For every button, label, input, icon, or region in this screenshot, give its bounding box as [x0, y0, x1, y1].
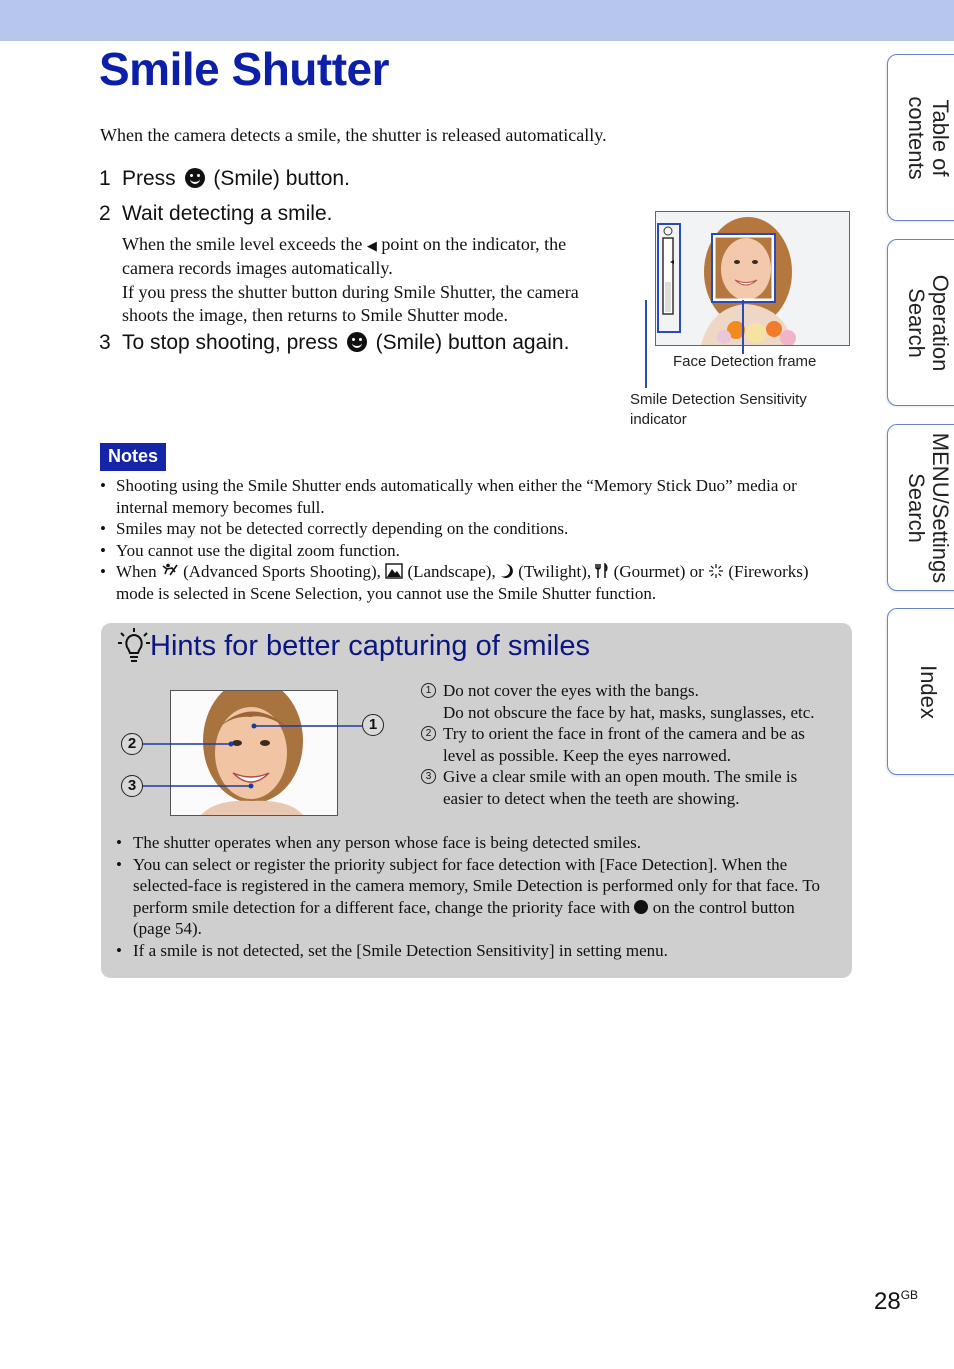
triangle-left-icon: ◀ — [366, 238, 377, 253]
tab-table-of-contents[interactable] — [887, 54, 954, 221]
hints-title: Hints for better capturing of smiles — [150, 630, 591, 662]
tab-label-line: contents — [904, 95, 929, 180]
step-text: (Smile) button. — [213, 167, 350, 190]
step-number: 1 — [99, 167, 111, 190]
page-number — [874, 1288, 918, 1316]
hint-number: 2 — [421, 726, 436, 741]
note-item: • Smiles may not be detected correctly depending on the conditions. — [100, 518, 850, 540]
note-text: (Landscape), — [407, 562, 496, 582]
fireworks-icon — [708, 563, 724, 579]
hint-number: 3 — [421, 769, 436, 784]
step-1 — [99, 167, 350, 191]
step-3 — [99, 331, 569, 355]
page-number-suffix: GB — [900, 1288, 919, 1302]
tab-label — [904, 96, 952, 179]
hint-text: Do not obscure the face by hat, masks, sunglasses, etc. — [443, 702, 815, 722]
lightbulb-icon — [117, 627, 151, 665]
step-number: 2 — [99, 202, 111, 225]
label-line: Smile Detection Sensitivity — [630, 391, 807, 408]
tab-label — [916, 665, 940, 719]
label-line: indicator — [630, 411, 687, 428]
step-number: 3 — [99, 331, 111, 354]
twilight-icon — [500, 563, 514, 579]
tab-label-line: Table of — [928, 98, 953, 177]
note-text: (Twilight), — [518, 562, 592, 582]
smile-button-icon — [347, 332, 367, 352]
bullet-text: on the control button (page 54). — [133, 897, 795, 939]
tab-menu-settings-search[interactable] — [887, 424, 954, 591]
desc-text: When the smile level exceeds the — [122, 234, 363, 254]
control-button-center-icon — [634, 900, 648, 914]
hint-text: Give a clear smile with an open mouth. The smile is easier to detect when the teeth are showing. — [443, 767, 798, 808]
tab-index[interactable] — [887, 608, 954, 775]
hint-number: 1 — [421, 683, 436, 698]
note-item: • You cannot use the digital zoom function. — [100, 540, 850, 562]
tab-label-line: Index — [916, 664, 941, 719]
hint-item-2 — [421, 723, 836, 766]
note-text: mode is selected in Scene Selection, you cannot use the Smile Shutter function. — [116, 583, 657, 603]
header-bar — [0, 0, 954, 41]
step-text: (Smile) button again. — [375, 331, 570, 354]
note-item: • Shooting using the Smile Shutter ends automatically when either the “Memory Stick Duo” media or internal memory becomes full. — [100, 475, 850, 518]
page-number-value: 28 — [874, 1288, 901, 1315]
bullet-text: You can select or register the priority subject for face detection with [Face Detection]. When the selected-face is registered in the camera memory, Smile Detection is performed only for that face. To perform smile detection for a different face, change the priority face with — [133, 854, 821, 917]
tab-label-line: Search — [904, 472, 929, 543]
marker-3: 3 — [121, 775, 143, 797]
hint-bullet: • The shutter operates when any person whose face is being detected smiles. — [116, 832, 831, 854]
step-text: Press — [122, 167, 176, 190]
tab-label-line: MENU/Settings — [928, 432, 953, 583]
hint-bullets — [116, 832, 831, 962]
note-text: (Gourmet) or — [613, 562, 704, 582]
note-text: (Advanced Sports Shooting), — [183, 562, 381, 582]
marker-2: 2 — [121, 733, 143, 755]
face-detection-frame-label: Face Detection frame — [673, 353, 817, 370]
sensitivity-indicator-label — [630, 390, 807, 430]
page-title: Smile Shutter — [99, 43, 390, 95]
desc-text: point on the indicator, the camera records images automatically. — [122, 234, 567, 279]
hint-bullet — [116, 854, 831, 940]
step-2 — [99, 202, 332, 226]
tab-operation-search[interactable] — [887, 239, 954, 406]
note-text: (Fireworks) — [728, 562, 809, 582]
tab-label-line: Search — [904, 287, 929, 358]
gourmet-icon — [595, 563, 609, 579]
advanced-sports-icon — [161, 563, 179, 579]
hint-text: Try to orient the face in front of the camera and be as level as possible. Keep the eyes narrowed. — [443, 724, 805, 765]
step-text: Wait detecting a smile. — [122, 202, 333, 225]
step-text: To stop shooting, press — [122, 331, 338, 354]
step-2-description — [122, 233, 622, 327]
hint-bullet: • If a smile is not detected, set the [Smile Detection Sensitivity] in setting menu. — [116, 940, 831, 962]
marker-1: 1 — [362, 714, 384, 736]
intro-text: When the camera detects a smile, the shutter is released automatically. — [100, 125, 607, 145]
note-item-scene — [100, 561, 850, 604]
landscape-icon — [385, 563, 403, 579]
hint-text: Do not cover the eyes with the bangs. — [443, 681, 699, 700]
desc-text: If you press the shutter button during Smile Shutter, the camera shoots the image, then returns to Smile Shutter mode. — [122, 281, 579, 325]
note-text: When — [116, 562, 157, 582]
tab-label-line: Operation — [928, 274, 953, 371]
hint-callout-lines — [118, 712, 388, 802]
smile-button-icon — [185, 168, 205, 188]
notes-list — [100, 475, 850, 605]
hint-item-3 — [421, 766, 836, 809]
notes-badge: Notes — [100, 443, 166, 471]
hint-list — [421, 680, 836, 810]
callout-lines — [630, 300, 760, 395]
tab-label — [904, 432, 952, 582]
tab-label — [904, 274, 952, 371]
hint-item-1 — [421, 680, 836, 723]
